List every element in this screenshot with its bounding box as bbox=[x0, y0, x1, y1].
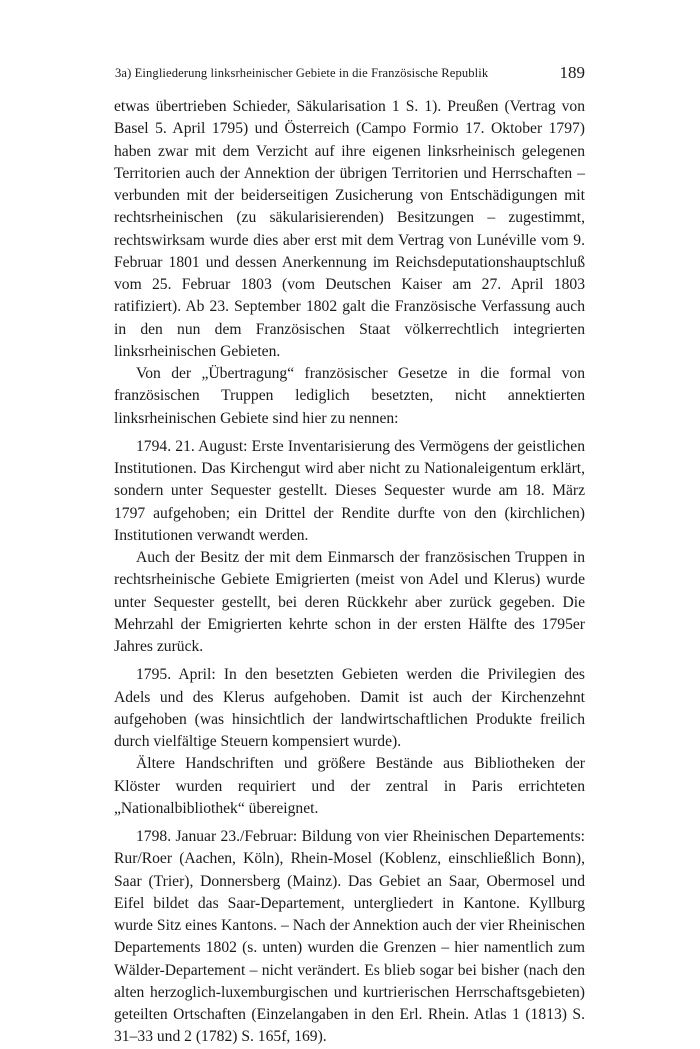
paragraph-intro: Von der „Übertragung“ französischer Gesetze in die formal von französischen Truppen lediglich besetzten, nicht annektierten linksrheinischen Gebiete sind hier zu nennen: bbox=[114, 365, 585, 427]
running-title: 3a) Eingliederung linksrheinischer Gebiete in die Französische Republik bbox=[115, 66, 489, 80]
running-head bbox=[115, 64, 585, 84]
paragraph-entry-1798: 1798. Januar 23./Februar: Bildung von vier Rheinischen Departements: Rur/Roer (Aachen, Köln), Rhein-Mosel (Koblenz, einschließlich Bonn), Saar (Trier), Donnersberg (Mainz). Das Gebiet an Saar, Obermosel und Eifel bildet das Saar-Departement, untergliedert in Kantone. Kyllburg wurde Sitz eines Kantons. – Nach der Annektion auch der vier Rheinischen Departements 1802 (s. unten) wurden die Grenzen – hier namentlich zum Wälder-Departement – nicht verändert. Es blieb sogar bei bisher (nach den alten herzoglich-luxemburgischen und kurtrierischen Herrschaftsgebieten) geteilten Ortschaften (Einzelangaben in den Erl. Rhein. Atlas 1 (1813) S. 31–33 und 2 (1782) S. 165f, 169). bbox=[114, 828, 585, 1046]
paragraph-entry-1795: 1795. April: In den besetzten Gebieten werden die Privilegien des Adels und des Klerus aufgehoben. Damit ist auch der Kirchenzehnt aufgehoben (was hinsichtlich der landwirtschaftlichen Produkte freilich durch vielfältige Steuern kompensiert wurde). bbox=[114, 666, 585, 750]
paragraph-manuscripts: Ältere Handschriften und größere Bestände aus Bibliotheken der Klöster wurden requiriert und der zentral in Paris errichteten „Nationalbibliothek“ übereignet. bbox=[114, 755, 585, 817]
paragraph-entry-1794: 1794. 21. August: Erste Inventarisierung des Vermögens der geistlichen Institutionen. Das Kirchengut wird aber nicht zu Nationaleigentum erklärt, sondern unter Sequester gestellt. Dieses Sequester wurde am 18. März 1797 aufgehoben; ein Drittel der Rendite durfte von den (kirchlichen) Institutionen verwandt werden. bbox=[114, 437, 585, 544]
paragraph-continuation: etwas übertrieben Schieder, Säkularisation 1 S. 1). Preußen (Vertrag von Basel 5. April 1795) und Österreich (Campo Formio 17. Oktober 1797) haben zwar mit dem Verzicht auf ihre eigenen linksrheinisch gelegenen Territorien auch der Annektion der übrigen Territorien und Herrschaften – verbunden mit der beiderseitigen Zusicherung von Entschädigungen mit rechtsrheinischen (zu säkularisierenden) Besitzungen – zugestimmt, rechtswirksam wurde dies aber erst mit dem Vertrag von Lunéville vom 9. Februar 1801 und dessen Anerkennung im Reichsdeputationshauptschluß vom 25. Februar 1803 (vom Deutschen Kaiser am 27. April 1803 ratifiziert). Ab 23. September 1802 galt die Französische Verfassung auch in den nun dem Französischen Staat völkerrechtlich integrierten linksrheinischen Gebieten. bbox=[114, 98, 585, 360]
paragraph-emigrants: Auch der Besitz der mit dem Einmarsch der französischen Truppen in rechtsrheinische Gebiete Emigrierten (meist von Adel und Klerus) wurde unter Sequester gestellt, bei deren Rückkehr aber zurück gegeben. Die Mehrzahl der Emigrierten kehrte schon in der ersten Hälfte des 1795er Jahres zurück. bbox=[114, 549, 585, 655]
page-number: 189 bbox=[559, 63, 585, 82]
body-text bbox=[114, 96, 585, 1049]
